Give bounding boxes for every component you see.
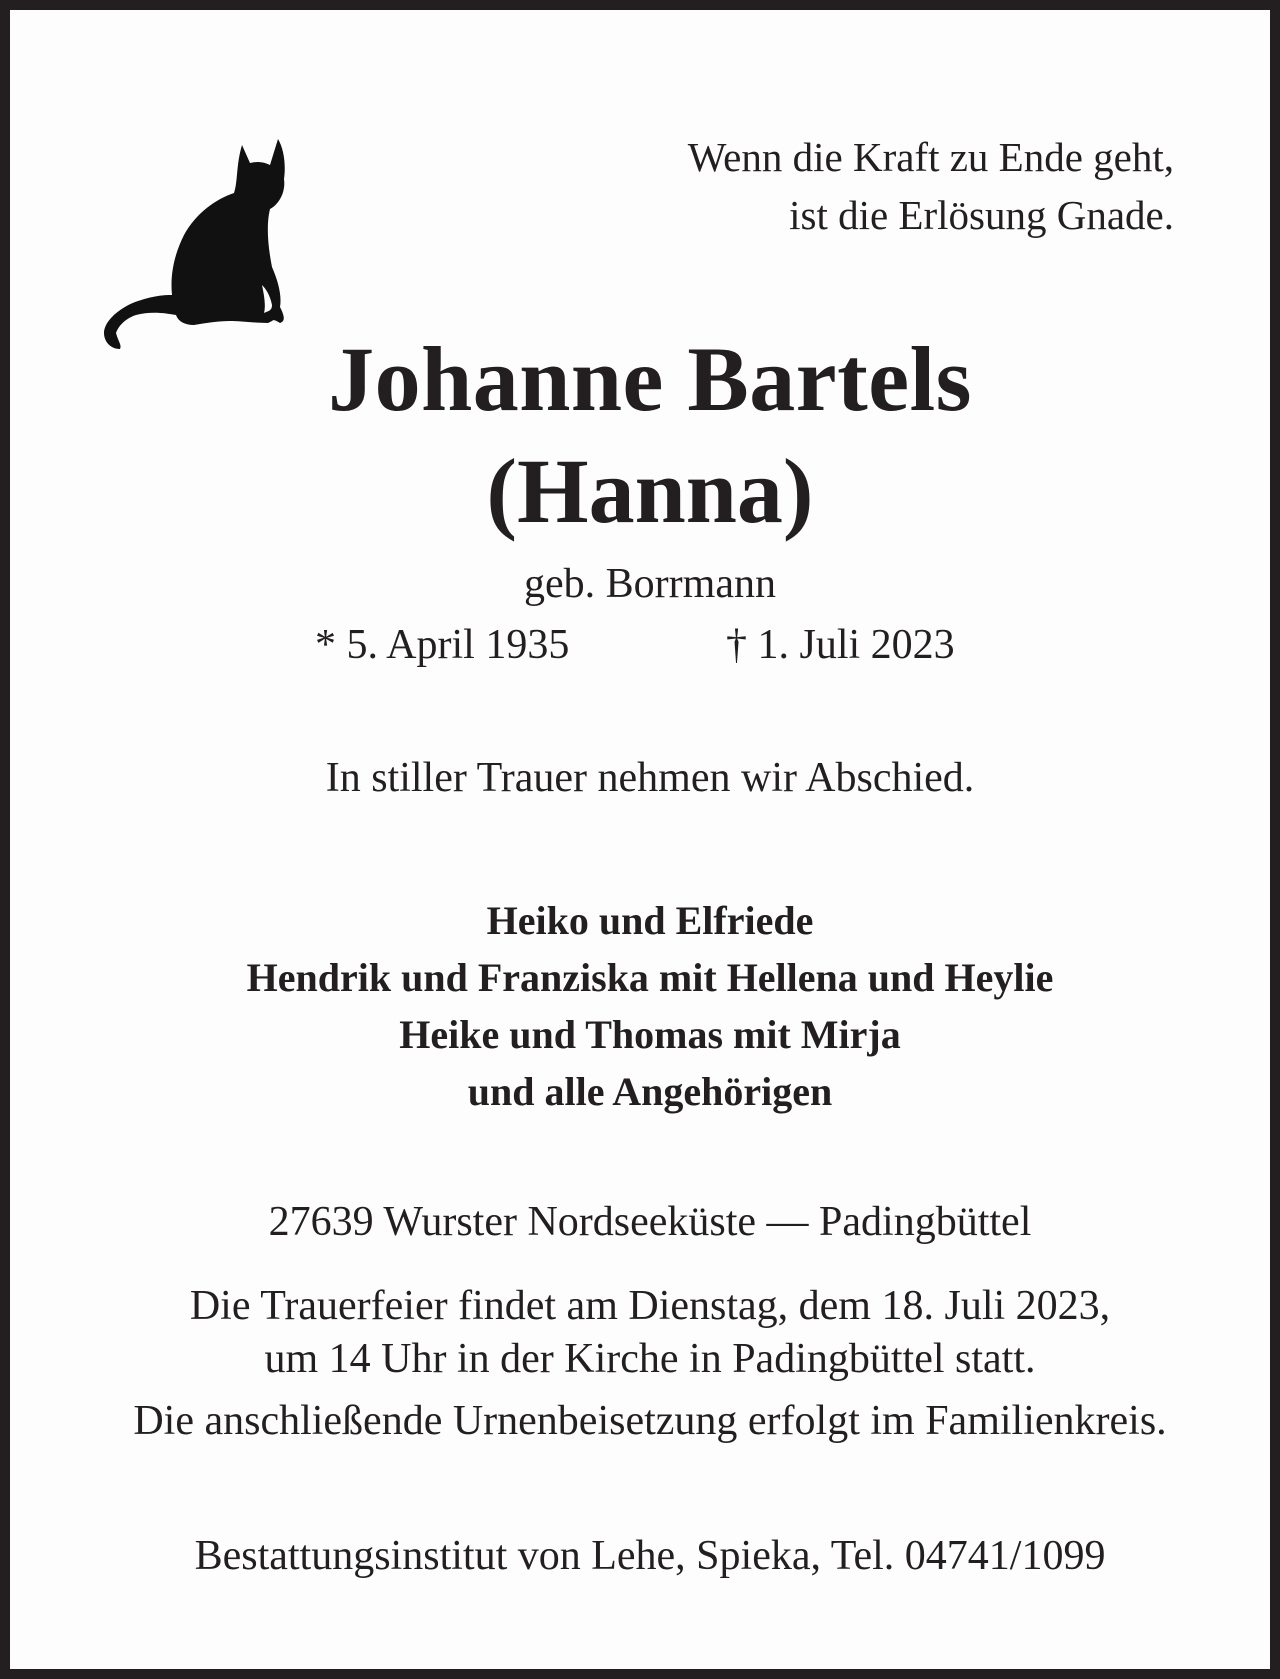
motto-quote [688, 128, 1174, 244]
deceased-name: Johanne Bartels [328, 328, 972, 430]
motto-line-2: ist die Erlösung Gnade. [789, 192, 1174, 238]
mourner-line: Heiko und Elfriede [486, 898, 814, 943]
mourners-list [10, 892, 1280, 1120]
birth-date: * 5. April 1935 [315, 622, 570, 668]
ceremony-line-1: Die Trauerfeier findet am Dienstag, dem 18. Juli 2023, [189, 1283, 1111, 1329]
mourner-line: Heike und Thomas mit Mirja [399, 1012, 901, 1057]
death-date: † 1. Juli 2023 [726, 622, 955, 668]
maiden-name: geb. Borrmann [524, 561, 776, 607]
mourner-line: Hendrik und Franziska mit Hellena und Heylie [246, 955, 1054, 1000]
farewell-text: In stiller Trauer nehmen wir Abschied. [325, 755, 975, 801]
cat-silhouette-icon [100, 135, 300, 350]
deceased-nickname: (Hanna) [486, 440, 814, 542]
undertaker-contact: Bestattungsinstitut von Lehe, Spieka, Tel. 04741/1099 [194, 1533, 1106, 1579]
urn-burial-info: Die anschließende Urnenbeisetzung erfolgt im Familienkreis. [133, 1398, 1167, 1444]
motto-line-1: Wenn die Kraft zu Ende geht, [687, 134, 1174, 180]
address: 27639 Wurster Nordseeküste — Padingbüttel [268, 1199, 1032, 1245]
ceremony-info [10, 1280, 1280, 1386]
ceremony-line-2: um 14 Uhr in der Kirche in Padingbüttel statt. [264, 1336, 1036, 1382]
mourner-line: und alle Angehörigen [467, 1069, 833, 1114]
